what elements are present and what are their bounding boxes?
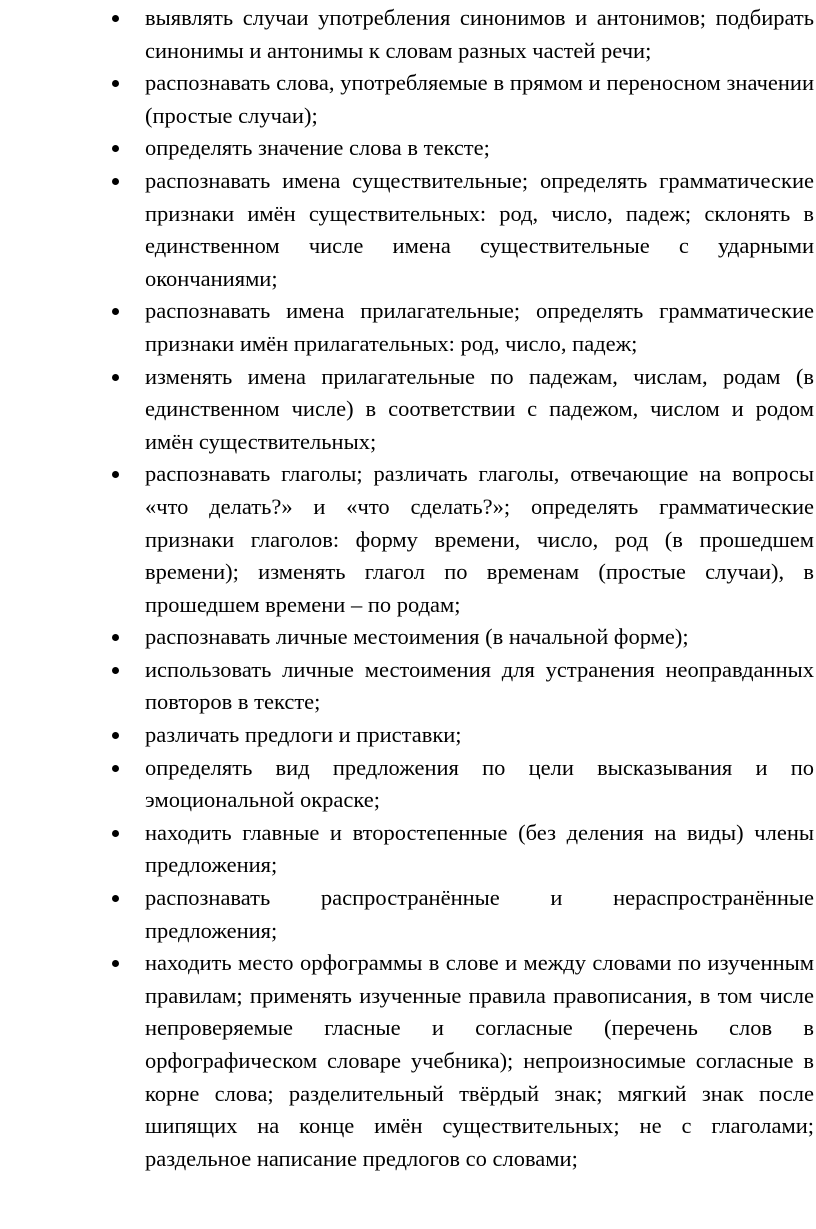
list-item-text: определять значение слова в тексте; <box>145 135 490 161</box>
list-item-text: распознавать имена существительные; определять грамматические признаки имён существительных: род, число, падеж; склонять в единственном числе имена существительные с ударными окончаниями; <box>145 167 814 291</box>
list-item-text: использовать личные местоимения для устранения неоправданных повторов в тексте; <box>145 656 814 715</box>
bullet-list <box>0 2 816 1175</box>
list-item <box>0 882 816 947</box>
list-item <box>0 458 816 621</box>
list-item-text: распознавать глаголы; различать глаголы, отвечающие на вопросы «что делать?» и «что сделать?»; определять грамматические признаки глаголов: форму времени, число, род (в прошедшем времени); изменять глагол по временам (простые случаи), в прошедшем времени – по родам; <box>145 461 814 617</box>
list-item-text: распознавать распространённые и нераспространённые предложения; <box>145 885 814 943</box>
list-item-text: изменять имена прилагательные по падежам, числам, родам (в единственном числе) в соответствии с падежом, числом и родом имён существительных; <box>145 363 814 454</box>
bullet-icon <box>112 308 119 315</box>
bullet-icon <box>112 732 119 739</box>
bullet-icon <box>112 960 119 967</box>
list-item-text: выявлять случаи употребления синонимов и антонимов; подбирать синонимы и антонимы к словам разных частей речи; <box>145 5 814 63</box>
bullet-icon <box>112 178 119 185</box>
list-item <box>0 752 816 817</box>
list-item <box>0 654 816 719</box>
list-item <box>0 621 816 654</box>
list-item-text: определять вид предложения по цели высказывания и по эмоциональной окраске; <box>145 754 814 813</box>
list-item-text: находить место орфограммы в слове и между словами по изученным правилам; применять изученные правила правописания, в том числе непроверяемые гласные и согласные (перечень слов в орфографическом словаре учебника); непроизносимые согласные в корне слова; разделительный твёрдый знак; мягкий знак после шипящих на конце имён существительных; не с глаголами; раздельное написание предлогов со словами; <box>145 950 814 1171</box>
bullet-icon <box>112 374 119 381</box>
list-item <box>0 132 816 165</box>
list-item-text: находить главные и второстепенные (без деления на виды) члены предложения; <box>145 819 814 878</box>
list-item <box>0 67 816 132</box>
bullet-icon <box>112 80 119 87</box>
list-item-text: распознавать слова, употребляемые в прямом и переносном значении (простые случаи); <box>145 70 814 128</box>
bullet-icon <box>112 145 119 152</box>
bullet-icon <box>112 15 119 22</box>
list-item <box>0 719 816 752</box>
bullet-icon <box>112 471 119 478</box>
bullet-icon <box>112 667 119 674</box>
bullet-icon <box>112 830 119 837</box>
list-item-text: распознавать имена прилагательные; определять грамматические признаки имён прилагательных: род, число, падеж; <box>145 298 814 356</box>
bullet-icon <box>112 634 119 641</box>
list-item-text: различать предлоги и приставки; <box>145 722 462 748</box>
list-item-text: распознавать личные местоимения (в начальной форме); <box>145 624 689 650</box>
list-item <box>0 361 816 459</box>
list-item <box>0 165 816 295</box>
list-item <box>0 2 816 67</box>
list-item <box>0 817 816 882</box>
bullet-icon <box>112 895 119 902</box>
list-item <box>0 295 816 360</box>
list-item <box>0 947 816 1175</box>
bullet-icon <box>112 765 119 772</box>
